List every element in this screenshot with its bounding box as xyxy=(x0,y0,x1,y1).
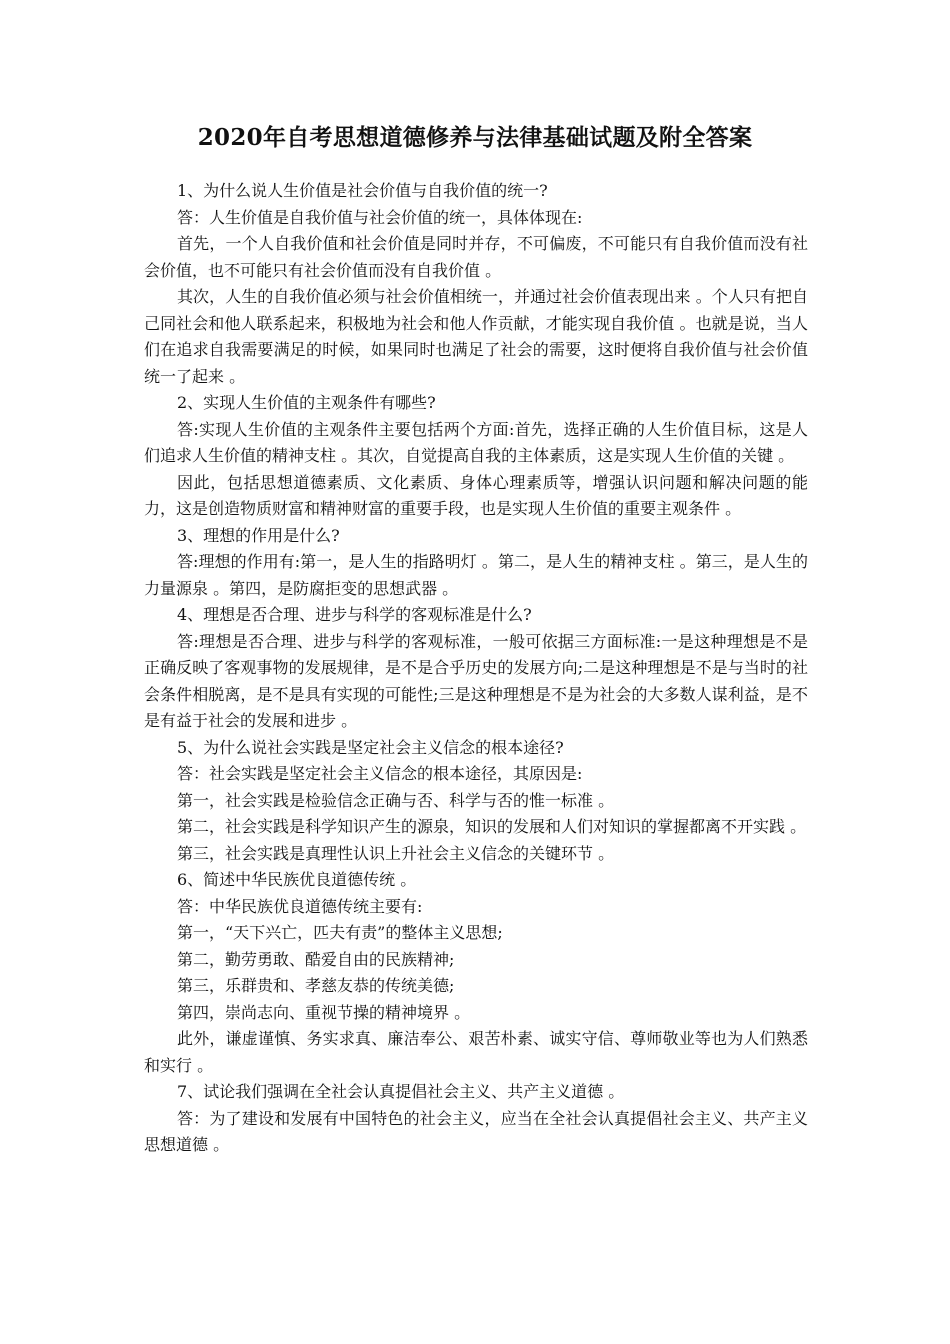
paragraph: 答：为了建设和发展有中国特色的社会主义，应当在全社会认真提倡社会主义、共产主义思想道德 。 xyxy=(144,1108,808,1154)
paragraph: 答:理想的作用有:第一，是人生的指路明灯 。第二，是人生的精神支柱 。第三，是人生的力量源泉 。第四，是防腐拒变的思想武器 。 xyxy=(144,552,808,598)
paragraph: 答:理想是否合理、进步与科学的客观标准，一般可依据三方面标准:一是这种理想是不是正确反映了客观事物的发展规律，是不是合乎历史的发展方向;二是这种理想是不是与当时的社会条件相脱离，是不是具有实现的可能性;三是这种理想是不是为社会的大多数人谋利益，是不是有益于社会的发展和进步 。 xyxy=(144,631,808,730)
paragraph: 第三，乐群贵和、孝慈友恭的传统美德; xyxy=(177,976,455,995)
paragraph: 第三，社会实践是真理性认识上升社会主义信念的关键环节 。 xyxy=(177,843,615,863)
paragraph: 5、为什么说社会实践是坚定社会主义信念的根本途径? xyxy=(177,737,564,757)
paragraph: 第一，社会实践是检验信念正确与否、科学与否的惟一标准 。 xyxy=(177,790,615,810)
paragraph: 首先，一个人自我价值和社会价值是同时并存，不可偏废，不可能只有自我价值而没有社会价值，也不可能只有社会价值而没有自我价值 。 xyxy=(144,234,808,280)
document-body xyxy=(144,178,808,1159)
paragraph: 答：人生价值是自我价值与社会价值的统一，具体体现在: xyxy=(177,207,583,227)
paragraph: 此外，谦虚谨慎、务实求真、廉洁奉公、艰苦朴素、诚实守信、尊师敬业等也为人们熟悉和实行 。 xyxy=(144,1029,808,1075)
paragraph: 第二，社会实践是科学知识产生的源泉，知识的发展和人们对知识的掌握都离不开实践 。 xyxy=(177,817,807,836)
paragraph: 答:实现人生价值的主观条件主要包括两个方面:首先，选择正确的人生价值目标，这是人们追求人生价值的精神支柱 。其次，自觉提高自我的主体素质，这是实现人生价值的关键 。 xyxy=(144,419,808,465)
paragraph: 4、理想是否合理、进步与科学的客观标准是什么? xyxy=(177,605,532,624)
paragraph: 1、为什么说人生价值是社会价值与自我价值的统一? xyxy=(177,181,548,200)
paragraph: 3、理想的作用是什么? xyxy=(177,525,340,545)
paragraph: 6、简述中华民族优良道德传统 。 xyxy=(177,870,417,889)
paragraph: 因此，包括思想道德素质、文化素质、身体心理素质等，增强认识问题和解决问题的能力，这是创造物质财富和精神财富的重要手段，也是实现人生价值的重要主观条件 。 xyxy=(144,472,808,518)
paragraph: 答：社会实践是坚定社会主义信念的根本途径，其原因是: xyxy=(177,764,583,783)
paragraph: 答：中华民族优良道德传统主要有: xyxy=(177,896,423,916)
paragraph: 第一，“天下兴亡，匹夫有责”的整体主义思想; xyxy=(177,923,503,942)
document-title: 2020年自考思想道德修养与法律基础试题及附全答案 xyxy=(197,124,753,151)
paragraph: 2、实现人生价值的主观条件有哪些? xyxy=(177,393,436,412)
paragraph: 其次，人生的自我价值必须与社会价值相统一，并通过社会价值表现出来 。个人只有把自己同社会和他人联系起来，积极地为社会和他人作贡献，才能实现自我价值 。也就是说，当人们在追求自我需要满足的时候，如果同时也满足了社会的需要，这时便将自我价值与社会价值统一了起来 。 xyxy=(144,287,808,386)
paragraph: 第二，勤劳勇敢、酷爱自由的民族精神; xyxy=(177,949,455,969)
paragraph: 7、试论我们强调在全社会认真提倡社会主义、共产主义道德 。 xyxy=(177,1082,625,1101)
paragraph: 第四，崇尚志向、重视节操的精神境界 。 xyxy=(177,1002,471,1022)
